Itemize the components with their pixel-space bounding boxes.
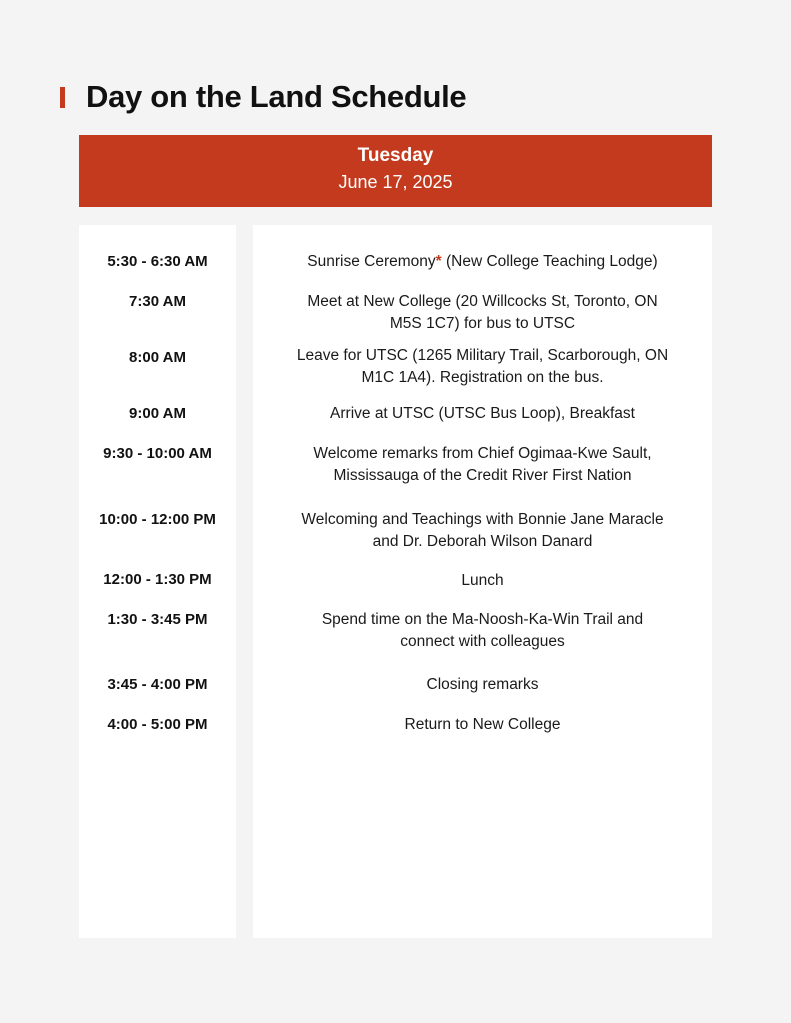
event-description [263,509,702,553]
time-slot: 4:00 - 5:00 PM [107,716,208,733]
event-description [263,345,702,389]
event-column [253,225,712,938]
time-slot: 10:00 - 12:00 PM [99,511,216,528]
asterisk-mark: * [435,253,442,270]
event-line: Welcome remarks from Chief Ogimaa-Kwe Sault, [313,445,652,462]
day-date: June 17, 2025 [338,172,453,192]
event-line: M5S 1C7) for bus to UTSC [389,315,576,332]
time-slot: 12:00 - 1:30 PM [103,571,212,588]
event-line: Closing remarks [426,676,539,693]
time-slot: 9:30 - 10:00 AM [103,445,212,462]
event-text: (New College Teaching Lodge) [441,253,658,270]
time-slot: 5:30 - 6:30 AM [107,253,208,270]
day-name: Tuesday [357,145,434,166]
event-line: Spend time on the Ma-Noosh-Ka-Win Trail and [321,611,644,628]
title-accent-bar [60,87,65,108]
time-slot: 3:45 - 4:00 PM [107,676,208,693]
event-description [263,714,702,736]
event-line: Lunch [461,572,504,589]
event-line: Meet at New College (20 Willcocks St, Toronto, ON [307,293,658,310]
time-slot: 7:30 AM [129,293,186,310]
event-description [263,570,702,592]
event-description [263,291,702,335]
event-line: M1C 1A4). Registration on the bus. [361,369,604,386]
event-text: Sunrise Ceremony [307,253,436,270]
event-description [263,674,702,696]
event-line: Mississauga of the Credit River First Nation [333,467,632,484]
day-banner [79,135,712,207]
event-line: Arrive at UTSC (UTSC Bus Loop), Breakfast [330,405,635,422]
event-line: connect with colleagues [400,633,565,650]
event-description [263,251,702,273]
event-description [263,443,702,487]
page-title: Day on the Land Schedule [86,79,467,114]
event-description [263,403,702,425]
event-line: Welcoming and Teachings with Bonnie Jane Maracle [301,511,664,528]
time-slot: 9:00 AM [129,405,186,422]
event-description [263,609,702,653]
event-line: and Dr. Deborah Wilson Danard [372,533,593,550]
event-line: Return to New College [404,716,561,733]
time-column [79,225,236,938]
event-line: Leave for UTSC (1265 Military Trail, Scarborough, ON [296,347,669,364]
time-slot: 1:30 - 3:45 PM [107,611,208,628]
time-slot: 8:00 AM [129,349,186,366]
